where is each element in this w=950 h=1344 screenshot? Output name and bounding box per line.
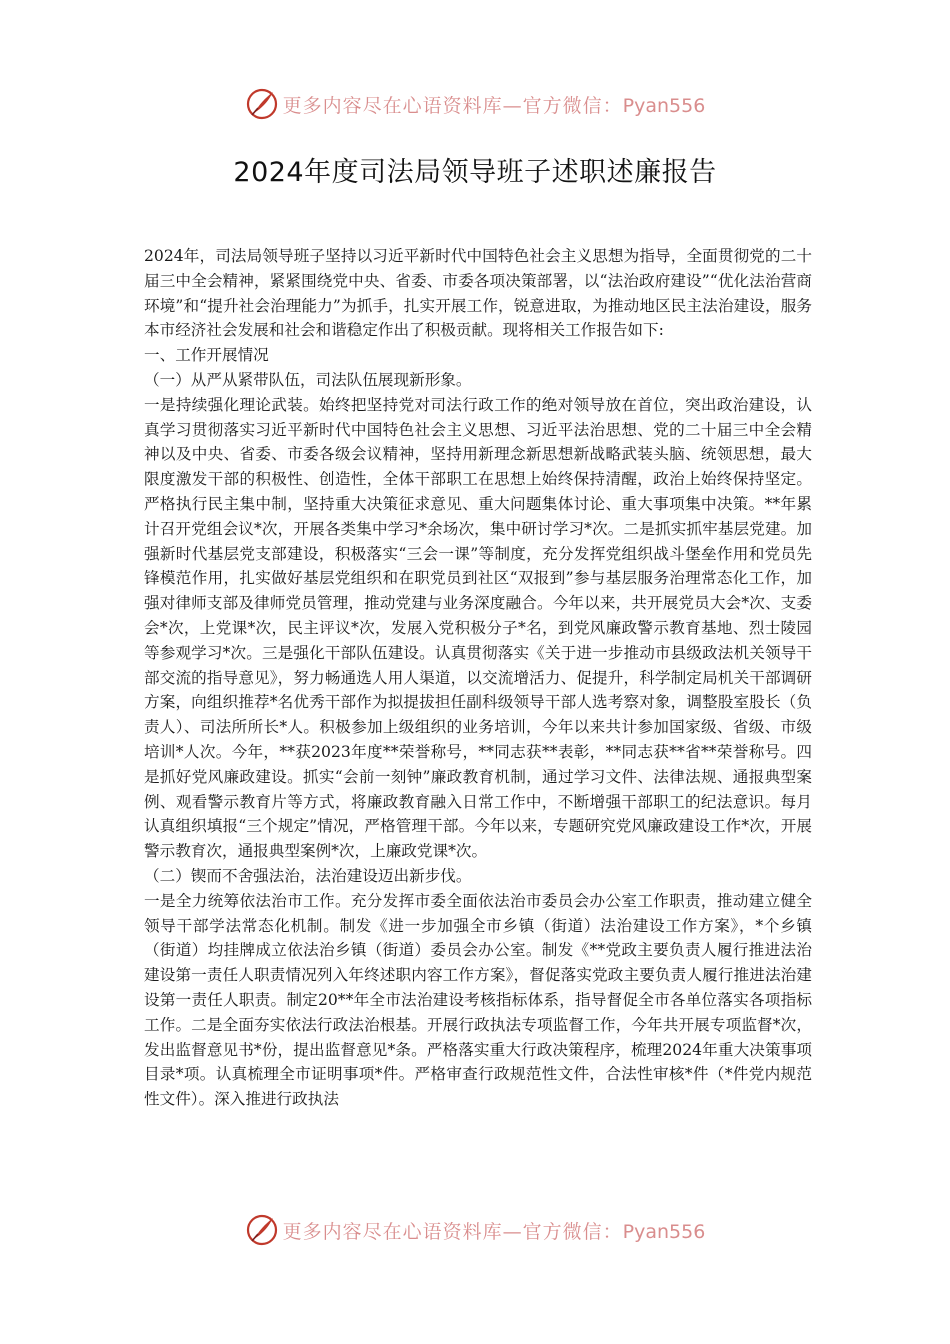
paragraph: 一是持续强化理论武装。始终把坚持党对司法行政工作的绝对领导放在首位，突出政治建设，认真学习贯彻落实习近平新时代中国特色社会主义思想、习近平法治思想、党的二十届三中全会精神以及中央、省委、市委各级会议精神，坚持用新理念新思想新战略武装头脑、统领思想，最大限度激发干部的积极性、创造性，全体干部职工在思想上始终保持清醒，政治上始终保持坚定。严格执行民主集中制，坚持重大决策征求意见、重大问题集体讨论、重大事项集中决策。**年累计召开党组会议*次，开展各类集中学习*余场次，集中研讨学习*次。二是抓实抓牢基层党建。加强新时代基层党支部建设，积极落实“三会一课”等制度，充分发挥党组织战斗堡垒作用和党员先锋模范作用，扎实做好基层党组织和在职党员到社区“双报到”参与基层服务治理常态化工作，加强对律师支部及律师党员管理，推动党建与业务深度融合。今年以来，共开展党员大会*次、支委会*次，上党课*次，民主评议*次，发展入党积极分子*名，到党风廉政警示教育基地、烈士陵园等参观学习*次。三是强化干部队伍建设。认真贯彻落实《关于进一步推动市县级政法机关领导干部交流的指导意见》，努力畅通选人用人渠道，以交流增活力、促提升，科学制定局机关干部调研方案，向组织推荐*名优秀干部作为拟提拔担任副科级领导干部人选考察对象，调整股室股长（负责人）、司法所所长*人。积极参加上级组织的业务培训，今年以来共计参加国家级、省级、市级培训*人次。今年，**获2023年度**荣誉称号，**同志获**表彰，**同志获**省**荣誉称号。四是抓好党风廉政建设。抓实“会前一刻钟”廉政教育机制，通过学习文件、法律法规、通报典型案例、观看警示教育片等方式，将廉政教育融入日常工作中，不断增强干部职工的纪法意识。每月认真组织填报“三个规定”情况，严格管理干部。今年以来，专题研究党风廉政建设工作*次，开展警示教育次，通报典型案例*次，上廉政党课*次。 <box>144 395 812 861</box>
header-banner <box>0 84 950 124</box>
quill-logo-icon <box>245 87 279 121</box>
document-body <box>144 244 812 1112</box>
wechat-id: Pyan556 <box>622 1220 706 1243</box>
section-heading: 一、工作开展情况 <box>144 346 269 365</box>
footer-banner <box>0 1210 950 1250</box>
subsection-heading: （一）从严从紧带队伍，司法队伍展现新形象。 <box>144 370 472 389</box>
paragraph: 2024年，司法局领导班子坚持以习近平新时代中国特色社会主义思想为指导，全面贯彻党的二十届三中全会精神，紧紧围绕党中央、省委、市委各项决策部署，以“法治政府建设”“优化法治营商环境”和“提升社会治理能力”为抓手，扎实开展工作，锐意进取，为推动地区民主法治建设，服务本市经济社会发展和社会和谐稳定作出了积极贡献。现将相关工作报告如下: <box>144 247 812 340</box>
wechat-id: Pyan556 <box>622 94 706 117</box>
quill-logo-icon <box>245 1213 279 1247</box>
document-title: 2024年度司法局领导班子述职述廉报告 <box>233 157 717 188</box>
banner-text: 更多内容尽在心语资料库—官方微信： <box>282 94 623 117</box>
subsection-heading: （二）锲而不舍强法治，法治建设迈出新步伐。 <box>144 866 472 885</box>
banner-text: 更多内容尽在心语资料库—官方微信： <box>282 1220 623 1243</box>
paragraph: 一是全力统筹依法治市工作。充分发挥市委全面依法治市委员会办公室工作职责，推动建立健全领导干部学法常态化机制。制发《进一步加强全市乡镇（街道）法治建设工作方案》，*个乡镇（街道）均挂牌成立依法治乡镇（街道）委员会办公室。制发《**党政主要负责人履行推进法治建设第一责任人职责情况列入年终述职内容工作方案》，督促落实党政主要负责人履行推进法治建设第一责任人职责。制定20**年全市法治建设考核指标体系，指导督促全市各单位落实各项指标工作。二是全面夯实依法行政法治根基。开展行政执法专项监督工作，今年共开展专项监督*次，发出监督意见书*份，提出监督意见*条。严格落实重大行政决策程序，梳理2024年重大决策事项目录*项。认真梳理全市证明事项*件。严格审查行政规范性文件，合法性审核*件（*件党内规范性文件）。深入推进行政执法 <box>144 891 812 1109</box>
